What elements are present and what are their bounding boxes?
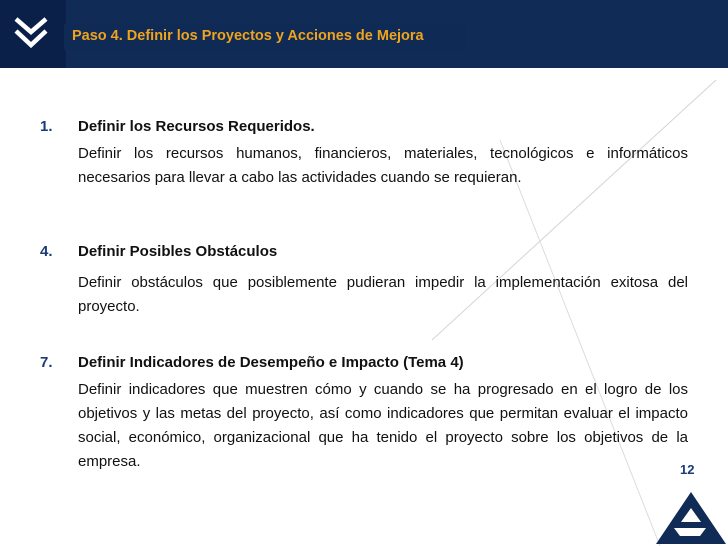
page-number: 12 (680, 462, 695, 477)
item-description: Definir indicadores que muestren cómo y cuando se ha progresado en el logro de los objetivos y las metas del proyecto, así como indicadores que permitan evaluar el impacto social, económico, organizacional que ha tenido el proyecto sobre los objetivos de la empresa. (78, 381, 688, 470)
item-description: Definir obstáculos que posiblemente pudieran impedir la implementación exitosa del proyecto. (78, 274, 688, 315)
item-number: 4. (40, 243, 53, 260)
item-title: Definir Indicadores de Desempeño e Impacto (Tema 4) (78, 354, 464, 371)
triangle-logo-icon (654, 488, 728, 546)
item-title: Definir Posibles Obstáculos (78, 243, 278, 260)
item-number: 1. (40, 118, 53, 135)
item-description: Definir los recursos humanos, financieros, materiales, tecnológicos e informáticos necesarios para llevar a cabo las actividades cuando se requieran. (78, 145, 688, 186)
item-title: Definir los Recursos Requeridos. (78, 118, 315, 135)
item-number: 7. (40, 354, 53, 371)
slide-title: Paso 4. Definir los Proyectos y Acciones de Mejora (72, 28, 424, 44)
